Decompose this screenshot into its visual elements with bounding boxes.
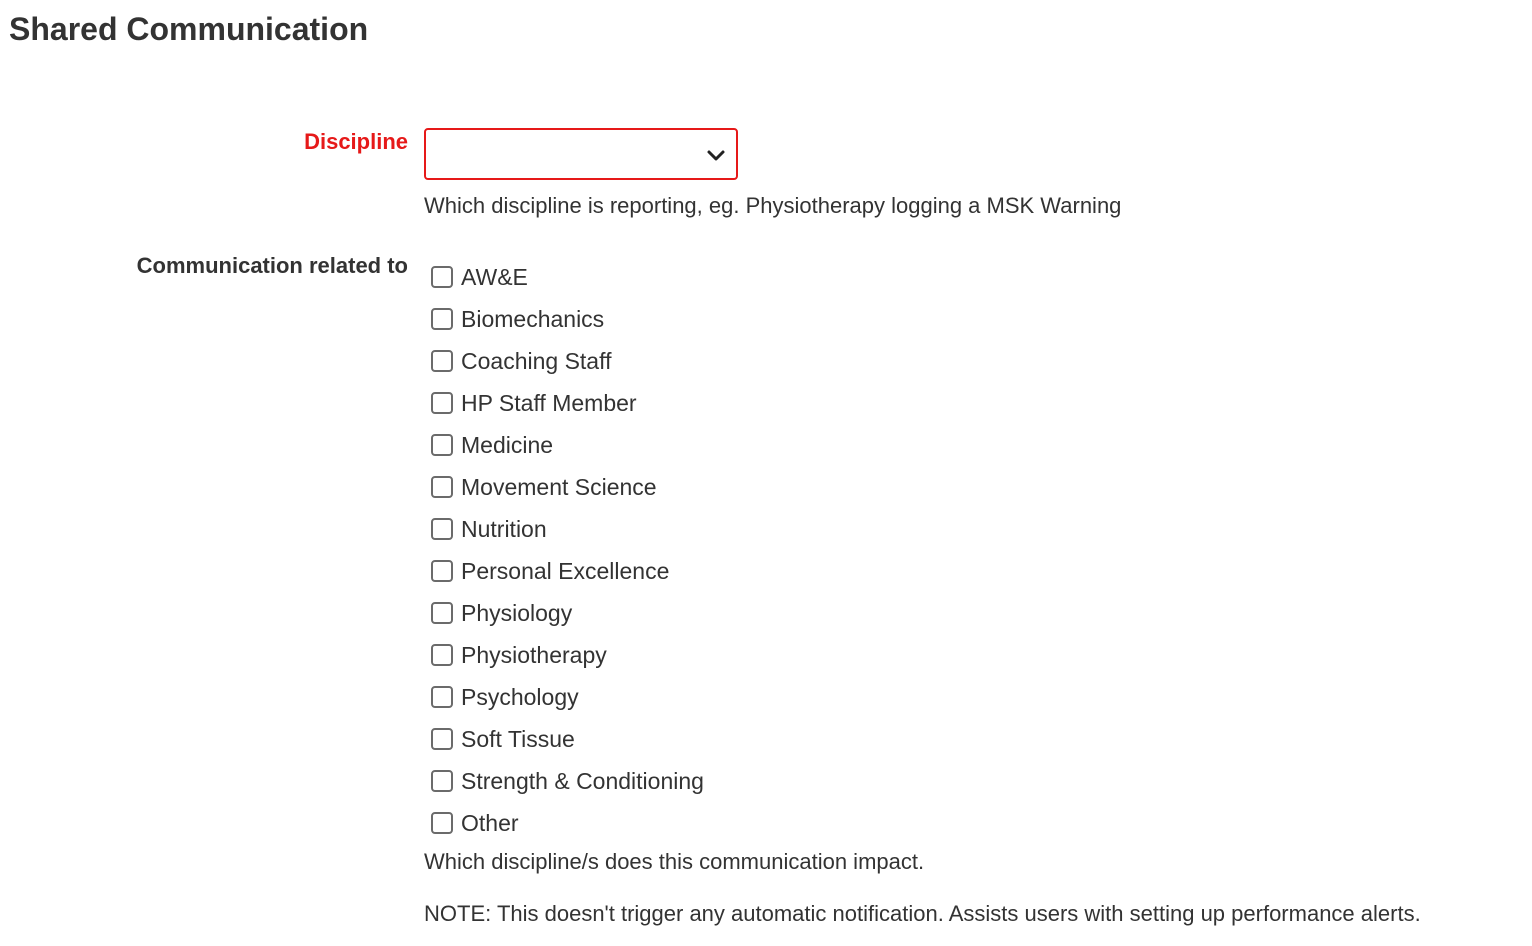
checkbox-option-strength-and-conditioning[interactable] xyxy=(431,760,704,802)
checkbox-option-physiology[interactable] xyxy=(431,592,704,634)
checkbox-label: Personal Excellence xyxy=(461,558,670,584)
checkbox-option-physiotherapy[interactable] xyxy=(431,634,704,676)
checkbox-soft-tissue[interactable] xyxy=(431,728,453,750)
checkbox-hp-staff-member[interactable] xyxy=(431,392,453,414)
page-title: Shared Communication xyxy=(9,11,369,47)
checkbox-nutrition[interactable] xyxy=(431,518,453,540)
checkbox-label: Medicine xyxy=(461,432,554,458)
checkbox-option-soft-tissue[interactable] xyxy=(431,718,704,760)
checkbox-option-personal-excellence[interactable] xyxy=(431,550,704,592)
checkbox-awande[interactable] xyxy=(431,266,453,288)
checkbox-option-awande[interactable] xyxy=(431,256,704,298)
checkbox-label: Soft Tissue xyxy=(461,726,575,752)
notification-note: NOTE: This doesn't trigger any automatic notification. Assists users with setting up performance alerts. xyxy=(424,901,1421,926)
checkbox-other[interactable] xyxy=(431,812,453,834)
checkbox-label: Other xyxy=(461,810,519,836)
checkbox-label: Psychology xyxy=(461,684,579,710)
checkbox-label: HP Staff Member xyxy=(461,390,637,416)
checkbox-option-hp-staff-member[interactable] xyxy=(431,382,704,424)
communication-checkbox-list xyxy=(431,256,704,844)
checkbox-option-medicine[interactable] xyxy=(431,424,704,466)
checkbox-label: Biomechanics xyxy=(461,306,605,332)
checkbox-label: Strength & Conditioning xyxy=(461,768,704,794)
checkbox-label: Nutrition xyxy=(461,516,547,542)
communication-related-label: Communication related to xyxy=(136,253,408,278)
checkbox-label: Coaching Staff xyxy=(461,348,612,374)
checkbox-coaching-staff[interactable] xyxy=(431,350,453,372)
checkbox-physiology[interactable] xyxy=(431,602,453,624)
checkbox-option-nutrition[interactable] xyxy=(431,508,704,550)
checkbox-label: Physiology xyxy=(461,600,573,626)
checkbox-strength-and-conditioning[interactable] xyxy=(431,770,453,792)
chevron-down-icon xyxy=(706,145,726,165)
discipline-help-text: Which discipline is reporting, eg. Physiotherapy logging a MSK Warning xyxy=(424,193,1122,218)
checkbox-label: Physiotherapy xyxy=(461,642,607,668)
checkbox-biomechanics[interactable] xyxy=(431,308,453,330)
discipline-select[interactable] xyxy=(424,128,738,180)
checkbox-label: Movement Science xyxy=(461,474,657,500)
checkbox-option-coaching-staff[interactable] xyxy=(431,340,704,382)
discipline-label: Discipline xyxy=(304,129,408,154)
communication-help-text: Which discipline/s does this communication impact. xyxy=(424,849,925,874)
checkbox-label: AW&E xyxy=(461,264,528,290)
checkbox-option-psychology[interactable] xyxy=(431,676,704,718)
checkbox-option-other[interactable] xyxy=(431,802,704,844)
checkbox-physiotherapy[interactable] xyxy=(431,644,453,666)
checkbox-option-movement-science[interactable] xyxy=(431,466,704,508)
checkbox-personal-excellence[interactable] xyxy=(431,560,453,582)
checkbox-medicine[interactable] xyxy=(431,434,453,456)
checkbox-psychology[interactable] xyxy=(431,686,453,708)
checkbox-movement-science[interactable] xyxy=(431,476,453,498)
checkbox-option-biomechanics[interactable] xyxy=(431,298,704,340)
